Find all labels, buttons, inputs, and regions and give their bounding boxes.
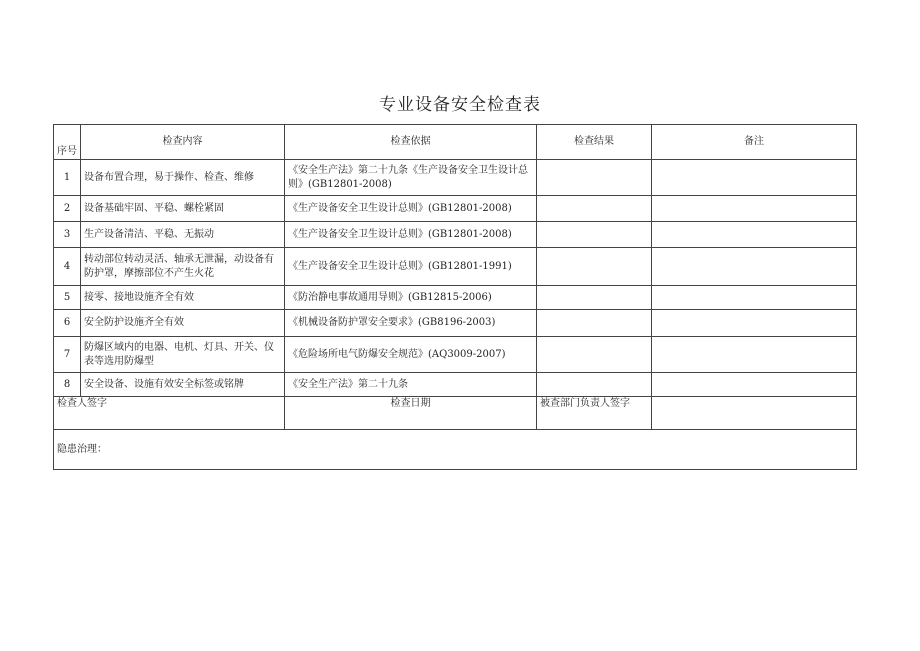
- table-row: [54, 160, 857, 196]
- row-no: 1: [54, 160, 81, 196]
- row-result-cell[interactable]: [537, 373, 652, 397]
- row-result-cell[interactable]: [537, 248, 652, 286]
- table-row: [54, 337, 857, 373]
- row-remark-cell[interactable]: [652, 248, 857, 286]
- row-basis: 《生产设备安全卫生设计总则》(GB12801-2008): [285, 222, 537, 248]
- dept-head-signature-label: 被查部门负责人签字: [537, 397, 652, 430]
- table-row: [54, 310, 857, 337]
- signature-row: [54, 397, 857, 430]
- hazard-row: [54, 430, 857, 470]
- row-content: 安全防护设施齐全有效: [81, 310, 285, 337]
- row-content: 设备基础牢固、平稳、螺栓紧固: [81, 196, 285, 222]
- row-no: 7: [54, 337, 81, 373]
- row-basis: 《机械设备防护罩安全要求》(GB8196-2003): [285, 310, 537, 337]
- row-basis: 《安全生产法》第二十九条《生产设备安全卫生设计总则》(GB12801-2008): [285, 160, 537, 196]
- table-row: [54, 222, 857, 248]
- inspection-date-label: 检查日期: [285, 397, 537, 430]
- row-no: 6: [54, 310, 81, 337]
- row-result-cell[interactable]: [537, 337, 652, 373]
- row-no: 5: [54, 286, 81, 310]
- row-no: 8: [54, 373, 81, 397]
- header-row: [54, 125, 857, 160]
- row-basis: 《安全生产法》第二十九条: [285, 373, 537, 397]
- row-remark-cell[interactable]: [652, 337, 857, 373]
- table-row: [54, 248, 857, 286]
- row-basis: 《防治静电事故通用导则》(GB12815-2006): [285, 286, 537, 310]
- row-remark-cell[interactable]: [652, 222, 857, 248]
- row-basis: 《生产设备安全卫生设计总则》(GB12801-1991): [285, 248, 537, 286]
- table-row: [54, 196, 857, 222]
- row-remark-cell[interactable]: [652, 160, 857, 196]
- table-row: [54, 286, 857, 310]
- row-remark-cell[interactable]: [652, 286, 857, 310]
- row-result-cell[interactable]: [537, 160, 652, 196]
- header-result: 检查结果: [537, 125, 652, 160]
- page-title: 专业设备安全检查表: [379, 95, 541, 115]
- inspection-table: [53, 124, 857, 470]
- row-content: 接零、接地设施齐全有效: [81, 286, 285, 310]
- inspector-signature-label: 检查人签字: [54, 397, 285, 430]
- row-remark-cell[interactable]: [652, 310, 857, 337]
- row-no: 3: [54, 222, 81, 248]
- hazard-governance-label[interactable]: 隐患治理：: [54, 430, 857, 470]
- row-result-cell[interactable]: [537, 310, 652, 337]
- header-content: 检查内容: [81, 125, 285, 160]
- table-row: [54, 373, 857, 397]
- header-basis: 检查依据: [285, 125, 537, 160]
- row-remark-cell[interactable]: [652, 196, 857, 222]
- row-content: 设备布置合理，易于操作、检查、维修: [81, 160, 285, 196]
- row-basis: 《危险场所电气防爆安全规范》(AQ3009-2007): [285, 337, 537, 373]
- row-content: 安全设备、设施有效安全标签或铭牌: [81, 373, 285, 397]
- row-content: 防爆区域内的电器、电机、灯具、开关、仪表等选用防爆型: [81, 337, 285, 373]
- row-result-cell[interactable]: [537, 196, 652, 222]
- header-remark: 备注: [652, 125, 857, 160]
- row-content: 转动部位转动灵活、轴承无泄漏，动设备有防护罩，摩擦部位不产生火花: [81, 248, 285, 286]
- header-no: 序号: [54, 125, 81, 160]
- row-content: 生产设备清洁、平稳、无振动: [81, 222, 285, 248]
- dept-head-signature-cell[interactable]: [652, 397, 857, 430]
- row-remark-cell[interactable]: [652, 373, 857, 397]
- row-no: 2: [54, 196, 81, 222]
- row-basis: 《生产设备安全卫生设计总则》(GB12801-2008): [285, 196, 537, 222]
- row-result-cell[interactable]: [537, 222, 652, 248]
- row-result-cell[interactable]: [537, 286, 652, 310]
- row-no: 4: [54, 248, 81, 286]
